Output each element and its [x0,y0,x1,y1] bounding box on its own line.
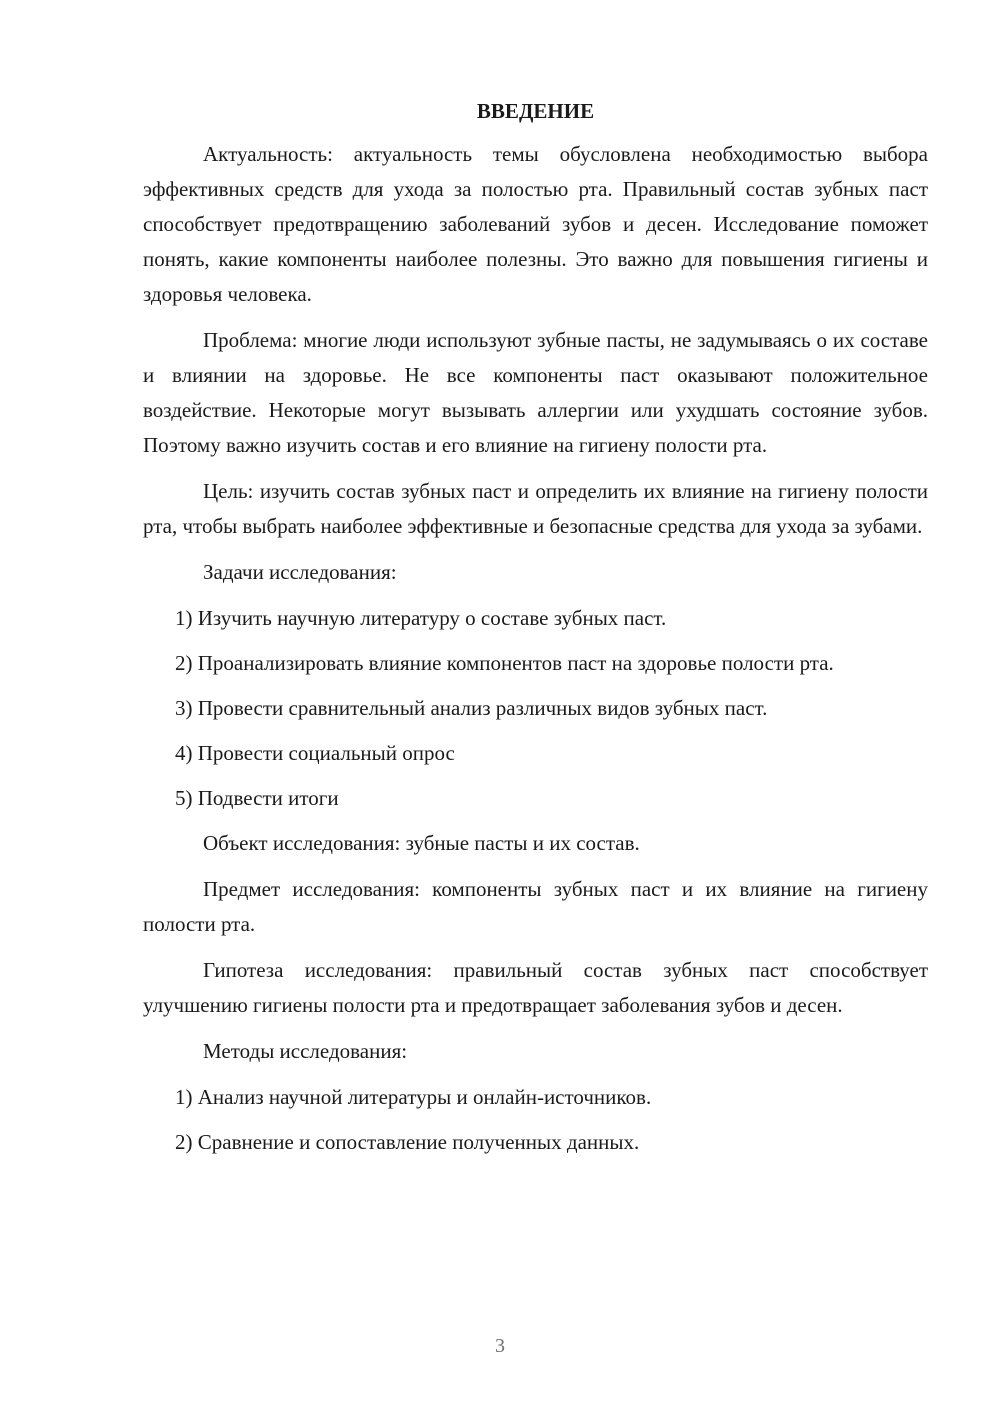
task-item-4: 4) Провести социальный опрос [175,741,455,765]
document-page [143,95,928,1170]
methods-heading: Методы исследования: [203,1039,408,1063]
page-number: 3 [495,1335,505,1357]
paragraph-goal: Цель: изучить состав зубных паст и определить их влияние на гигиену полости рта, чтобы выбрать наиболее эффективные и безопасные средства для ухода за зубами. [143,479,928,538]
task-item-3: 3) Провести сравнительный анализ различных видов зубных паст. [175,696,768,720]
task-item-5: 5) Подвести итоги [175,786,339,810]
section-title: ВВЕДЕНИЕ [476,99,595,123]
tasks-heading: Задачи исследования: [203,560,397,584]
paragraph-hypothesis: Гипотеза исследования: правильный состав зубных паст способствует улучшению гигиены полости рта и предотвращает заболевания зубов и десен. [143,958,928,1017]
paragraph-subject: Предмет исследования: компоненты зубных паст и их влияние на гигиену полости рта. [143,877,928,936]
paragraph-object: Объект исследования: зубные пасты и их состав. [203,831,640,855]
task-item-1: 1) Изучить научную литературу о составе зубных паст. [175,606,667,630]
method-item-1: 1) Анализ научной литературы и онлайн-источников. [175,1085,652,1109]
paragraph-relevance: Актуальность: актуальность темы обусловлена необходимостью выбора эффективных средств для ухода за полостью рта. Правильный состав зубных паст способствует предотвращению заболеваний зубов и десен. Исследование поможет понять, какие компоненты наиболее полезны. Это важно для повышения гигиены и здоровья человека. [143,142,928,306]
method-item-2: 2) Сравнение и сопоставление полученных данных. [175,1130,640,1154]
paragraph-problem: Проблема: многие люди используют зубные пасты, не задумываясь о их составе и влиянии на здоровье. Не все компоненты паст оказывают положительное воздействие. Некоторые могут вызывать аллергии или ухудшать состояние зубов. Поэтому важно изучить состав и его влияние на гигиену полости рта. [143,328,928,457]
task-item-2: 2) Проанализировать влияние компонентов паст на здоровье полости рта. [175,651,834,675]
